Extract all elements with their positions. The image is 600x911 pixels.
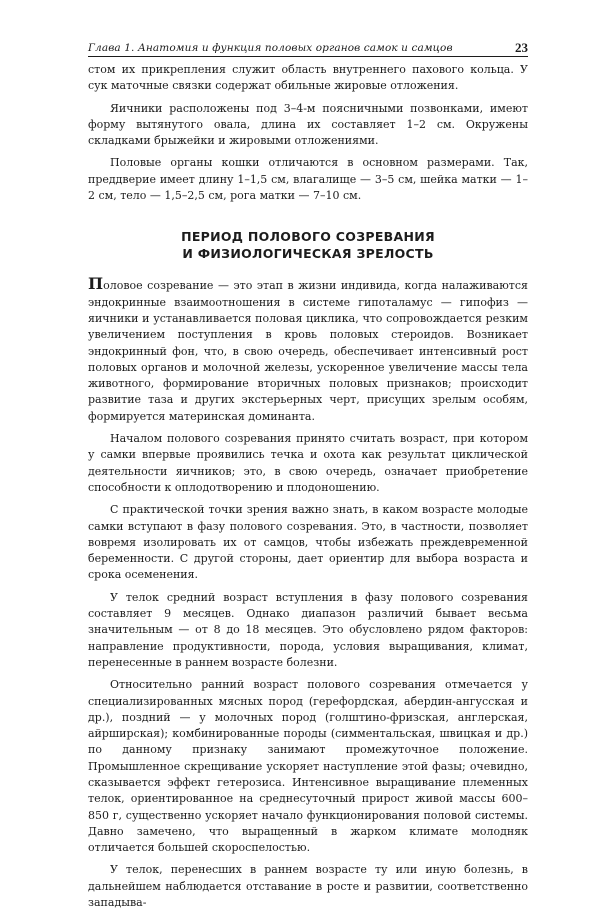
paragraph-with-dropcap: [88, 276, 528, 425]
paragraph: Половые органы кошки отличаются в основном размерами. Так, преддверие имеет длину 1–1,5 см, влагалище — 3–5 см, шейка матки — 1–2 см, тело — 1,5–2,5 см, рога матки — 7–10 см.: [88, 156, 528, 203]
header-rule: [88, 56, 528, 57]
page-number: 23: [515, 40, 528, 55]
paragraph: Началом полового созревания принято считать возраст, при котором у самки впервые проявились течка и охота как результат циклической деятельности яичников; это, в свою очередь, означает приобретение способности к оплодотворению и плодоношению.: [88, 432, 528, 494]
paragraph: Яичники расположены под 3–4-м поясничными позвонками, имеют форму вытянутого овала, длина их составляет 1–2 см. Окружены складками брыжейки и жировыми отложениями.: [88, 101, 528, 148]
paragraph: Относительно ранний возраст полового созревания отмечается у специализированных мясных пород (герефордская, абердин-ангусская и др.), поздний — у молочных пород (голштино-фризская, англерская, айрширская); комбинированные породы (симментальская, швицкая и др.) по данному признаку занимают промежуточное положение. Промышленное скрещивание ускоряет наступление этой фазы; очевидно, сказывается эффект гетерозиса. Интенсивное выращивание племенных телок, ориентированное на среднесуточный прирост живой массы 600–850 г, существенно ускоряет начало функционирования половой системы. Давно замечено, что выращенный в жарком климате молодняк отличается большей скороспелостью.: [88, 678, 528, 855]
paragraph: У телок, перенесших в раннем возрасте ту или иную болезнь, в дальнейшем наблюдается отставание в росте и развитии, соответственно западыва-: [88, 863, 528, 910]
drop-cap: П: [88, 274, 104, 294]
running-header: [88, 40, 528, 58]
paragraph-text: оловое созревание — это этап в жизни индивида, когда налаживаются эндокринные взаимоотношения в системе гипоталамус — гипофиз — яичники и устанавливается половая циклика, что сопровождается резким увеличением поступления в кровь половых стероидов. Возникает эндокринный фон, что, в свою очередь, обеспечивает интенсивный рост половых органов и молочной железы, ускоренное увеличение массы тела животного, формирование вторичных половых признаков; происходит развитие таза и других экстерьерных черт, присущих зрелым особям, формируется материнская доминанта.: [88, 279, 528, 423]
page-body: [88, 62, 528, 911]
paragraph: С практической точки зрения важно знать, в каком возрасте молодые самки вступают в фазу полового созревания. Это, в частности, позволяет вовремя изолировать их от самцов, чтобы избежать преждевременной беременности. С другой стороны, дает ориентир для выбора возраста и срока осеменения.: [88, 503, 528, 582]
paragraph: У телок средний возраст вступления в фазу полового созревания составляет 9 месяцев. Однако диапазон различий бывает весьма значительным — от 8 до 18 месяцев. Это обусловлено рядом факторов: направление продуктивности, порода, условия выращивания, климат, перенесенные в раннем возрасте болезни.: [88, 590, 528, 669]
section-heading-line: И ФИЗИОЛОГИЧЕСКАЯ ЗРЕЛОСТЬ: [182, 246, 434, 262]
running-title: Глава 1. Анатомия и функция половых органов самок и самцов: [88, 42, 453, 54]
section-heading: [88, 228, 528, 262]
paragraph: стом их прикрепления служит область внутреннего пахового кольца. У сук маточные связки содержат обильные жировые отложения.: [88, 63, 528, 93]
section-heading-line: ПЕРИОД ПОЛОВОГО СОЗРЕВАНИЯ: [181, 229, 435, 245]
